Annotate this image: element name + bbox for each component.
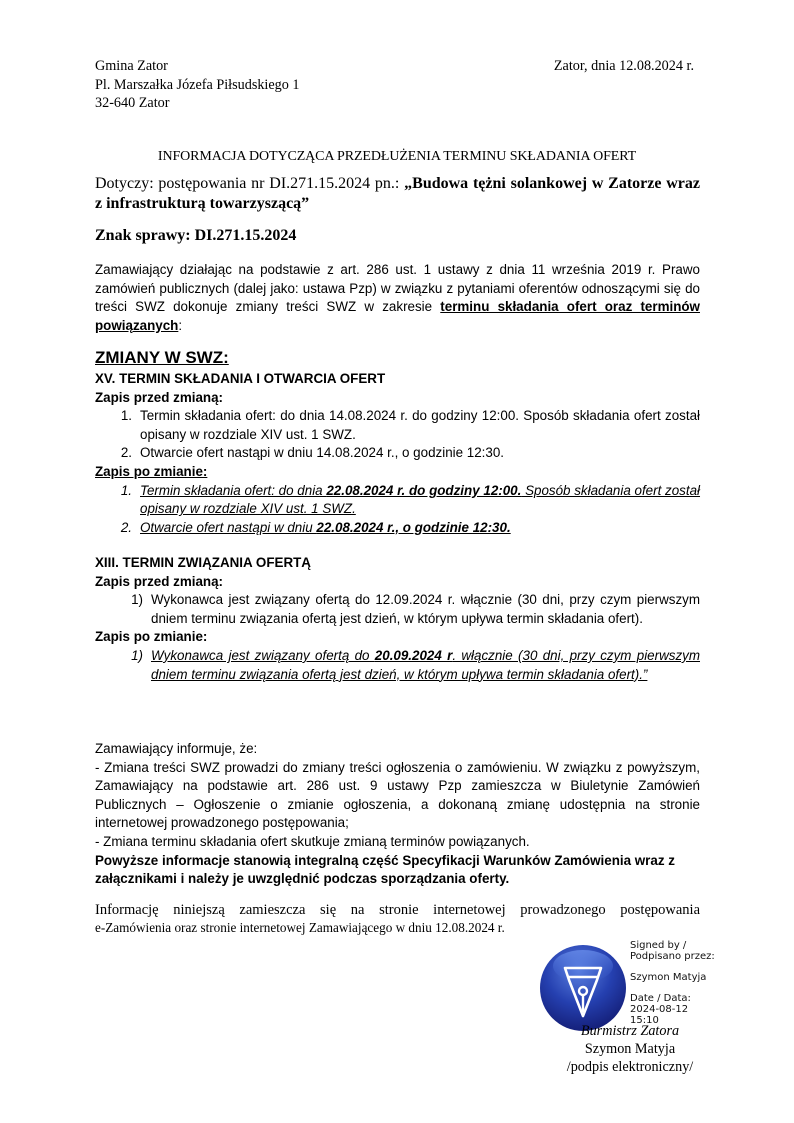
signer-block (560, 1022, 700, 1076)
item-text (140, 482, 700, 519)
document-title: INFORMACJA DOTYCZĄCA PRZEDŁUŻENIA TERMINU SKŁADANIA OFERT (157, 149, 637, 164)
after-change-label: Zapis po zmianie: (95, 629, 208, 645)
signature-date-label: Date / Data: (630, 993, 691, 1004)
item-text-bold: 22.08.2024 r., o godzinie 12:30. (316, 519, 511, 535)
info-bullet: - Zmiana treści SWZ prowadzi do zmiany treści ogłoszenia o zamówieniu. W związku z powyższym, Zamawiający na podstawie art. 286 ust. 9 ustawy Pzp zamieszcza w Biuletynie Zamówień Publicznych – Ogłoszenie o zmianie ogłoszenia, a dokonaną zmianę udostępnia na stronie internetowej prowadzonego postępowania; (95, 759, 700, 831)
item-text: Wykonawca jest związany ofertą do 12.09.2024 r. włącznie (30 dni, przy czym pierwszym dniem terminu związania ofertą jest dzień, w którym upływa termin składania ofert). (151, 592, 700, 626)
item-number: 2. (120, 519, 132, 535)
section-xiii (95, 554, 700, 684)
item-text (140, 519, 700, 538)
item-text: Otwarcie ofert nastąpi w dniu 14.08.2024 r., o godzinie 12:30. (140, 445, 505, 461)
intro-end: : (178, 317, 183, 333)
before-change-label: Zapis przed zmianą: (95, 573, 223, 589)
signed-by-label: Signed by / (630, 940, 687, 951)
intro-paragraph (95, 261, 700, 335)
info-lead: Zamawiający informuje, że: (95, 741, 258, 756)
item-text-bold: 20.09.2024 r (374, 647, 453, 663)
sender-address (95, 57, 300, 113)
signer-note: /podpis elektroniczny/ (566, 1059, 694, 1075)
before-change-label: Zapis przed zmianą: (95, 389, 223, 405)
item-number: 1) (131, 592, 143, 608)
item-text: Termin składania ofert: do dnia 14.08.2024 r. do godziny 12:00. Sposób składania ofert został opisany w rozdziale XIV ust. 1 SWZ. (140, 408, 700, 442)
sender-line: Pl. Marszałka Józefa Piłsudskiego 1 (95, 76, 300, 93)
signature-signer: Szymon Matyja (630, 972, 707, 983)
list-item (95, 647, 700, 684)
section-xiii-heading: XIII. TERMIN ZWIĄZANIA OFERTĄ (95, 555, 311, 570)
item-text-post: Sposób składania ofert został opisany w rozdziale XIV ust. 1 SWZ. (140, 482, 701, 517)
sender-line: 32-640 Zator (95, 95, 170, 111)
signer-name: Szymon Matyja (584, 1041, 676, 1057)
intro-bold-scope: terminu składania ofert oraz terminów (440, 299, 700, 315)
signer-role: Burmistrz Zatora (580, 1023, 680, 1039)
sender-line: Gmina Zator (95, 58, 168, 74)
item-number: 2. (120, 445, 132, 461)
document-date: Zator, dnia 12.08.2024 r. (553, 58, 694, 74)
signature-time: 15:10 (630, 1015, 659, 1026)
subject-prefix: Dotyczy: postępowania nr DI.271.15.2024 pn.: (95, 175, 405, 192)
changes-heading: ZMIANY W SWZ: (95, 348, 229, 367)
info-bullet: - Zmiana terminu składania ofert skutkuje zmianą terminów powiązanych. (95, 833, 530, 849)
publication-note (95, 902, 700, 936)
list-item (95, 444, 700, 463)
section-xv (95, 370, 700, 537)
information-section (95, 740, 700, 889)
fountain-pen-nib-icon (539, 944, 627, 1032)
after-change-label: Zapis po zmianie: (95, 463, 208, 479)
item-text-pre: Wykonawca jest związany ofertą do (151, 647, 375, 663)
item-text (151, 647, 700, 684)
item-number: 1. (120, 408, 132, 424)
procurement-name: „Budowa tężni solankowej w Zatorze wraz z infrastrukturą towarzyszącą” (95, 175, 701, 212)
item-text-pre: Otwarcie ofert nastąpi w dniu (140, 519, 317, 535)
section-xv-heading: XV. TERMIN SKŁADANIA I OTWARCIA OFERT (95, 371, 386, 386)
item-number: 1) (131, 647, 143, 663)
case-reference: Znak sprawy: DI.271.15.2024 (95, 227, 297, 244)
digital-signature-info (630, 940, 715, 1026)
list-item (95, 407, 700, 444)
publication-line: Informację niniejszą zamieszcza się na stronie internetowej prowadzonego postępowania (95, 902, 700, 918)
subject-line (95, 174, 700, 214)
intro-text: Zamawiający działając na podstawie z art. 286 ust. 1 ustawy z dnia 11 września 2019 r. Prawo zamówień publicznych (dalej jako: ustawa Pzp) w związku z pytaniami oferentów odnoszącymi się do treści SWZ dokonuje zmiany treści SWZ w zakresie (95, 262, 700, 315)
intro-bold-related: powiązanych (95, 317, 179, 333)
list-item (95, 591, 700, 628)
item-text-pre: Termin składania ofert: do dnia (140, 482, 327, 498)
list-item (95, 482, 700, 519)
info-bold-note: Powyższe informacje stanowią integralną część Specyfikacji Warunków Zamówienia wraz z załącznikami i należy je uwzględnić podczas sporządzania oferty. (95, 852, 675, 887)
list-item (95, 519, 700, 538)
signature-date: 2024-08-12 (630, 1004, 689, 1015)
signed-by-label: Podpisano przez: (630, 951, 715, 962)
item-text-bold: 22.08.2024 r. do godziny 12:00. (326, 482, 522, 498)
publication-line: e-Zamówienia oraz stronie internetowej Zamawiającego w dniu 12.08.2024 r. (95, 920, 505, 935)
item-number: 1. (120, 482, 132, 498)
item-text-post: . włącznie (30 dni, przy czym pierwszym dniem terminu związania ofertą jest dzień, w którym upływa termin składania ofert).” (151, 647, 700, 682)
